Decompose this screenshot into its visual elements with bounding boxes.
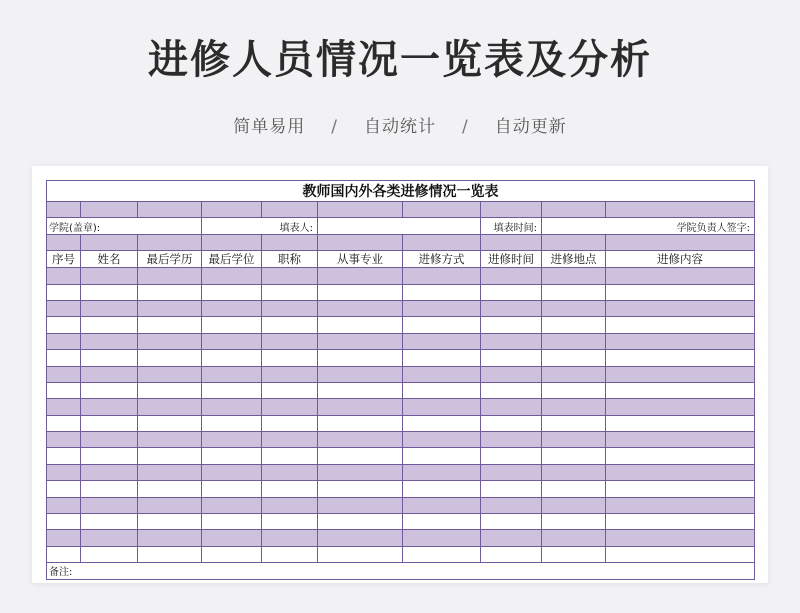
table-row [47, 432, 755, 448]
table-cell[interactable] [403, 202, 481, 218]
table-row [47, 514, 755, 530]
table-cell[interactable] [262, 382, 318, 398]
table-cell[interactable] [606, 300, 755, 316]
table-cell[interactable] [81, 300, 138, 316]
table-cell[interactable] [542, 300, 606, 316]
table-cell[interactable] [138, 546, 202, 562]
table-cell[interactable] [542, 399, 606, 415]
table-cell[interactable] [262, 202, 318, 218]
table-cell[interactable] [318, 530, 403, 546]
training-table [46, 180, 755, 580]
table-cell[interactable] [542, 268, 606, 284]
table-cell[interactable] [262, 399, 318, 415]
table-cell[interactable] [542, 333, 606, 349]
table-cell[interactable] [481, 202, 542, 218]
table-cell[interactable] [202, 481, 262, 497]
column-header-location[interactable]: 进修地点 [542, 251, 606, 268]
table-cell[interactable] [202, 366, 262, 382]
column-header-row [47, 251, 755, 268]
table-cell[interactable] [318, 366, 403, 382]
table-cell[interactable] [81, 497, 138, 513]
table-cell[interactable] [138, 514, 202, 530]
table-cell[interactable] [403, 530, 481, 546]
college-stamp-cell[interactable] [47, 218, 202, 234]
table-cell[interactable] [81, 350, 138, 366]
table-cell[interactable] [403, 284, 481, 300]
table-cell[interactable] [318, 481, 403, 497]
table-cell[interactable] [138, 399, 202, 415]
column-header-title[interactable]: 职称 [262, 251, 318, 268]
table-cell[interactable] [606, 432, 755, 448]
table-cell[interactable] [403, 333, 481, 349]
feature-auto-update: 自动更新 [494, 117, 567, 137]
table-cell[interactable] [262, 268, 318, 284]
table-cell[interactable] [138, 497, 202, 513]
principal-sign-cell[interactable] [542, 218, 755, 234]
filler-cell[interactable] [202, 218, 318, 234]
table-cell[interactable] [202, 317, 262, 333]
table-cell[interactable] [542, 350, 606, 366]
table-cell[interactable] [202, 497, 262, 513]
table-cell[interactable] [542, 481, 606, 497]
table-cell[interactable] [606, 366, 755, 382]
table-cell[interactable] [403, 415, 481, 431]
table-cell[interactable] [262, 350, 318, 366]
fill-time-label: 填表时间: [493, 222, 537, 234]
table-cell[interactable] [481, 415, 542, 431]
college-stamp-label: 学院(盖章): [49, 222, 101, 234]
table-cell[interactable] [606, 514, 755, 530]
table-cell[interactable] [403, 497, 481, 513]
table-cell[interactable] [262, 481, 318, 497]
table-cell[interactable] [481, 514, 542, 530]
table-cell[interactable] [138, 300, 202, 316]
table-cell[interactable] [47, 317, 81, 333]
table-cell[interactable] [542, 432, 606, 448]
fill-time-label-cell[interactable] [481, 218, 542, 234]
table-cell[interactable] [138, 317, 202, 333]
table-cell[interactable] [47, 268, 81, 284]
table-cell[interactable] [81, 202, 138, 218]
table-cell[interactable] [262, 514, 318, 530]
table-cell[interactable] [81, 268, 138, 284]
table-row [47, 268, 755, 284]
table-cell[interactable] [318, 268, 403, 284]
table-cell[interactable] [606, 350, 755, 366]
column-header-content[interactable]: 进修内容 [606, 251, 755, 268]
table-cell[interactable] [202, 300, 262, 316]
table-cell[interactable] [81, 382, 138, 398]
feature-separator: / [462, 117, 469, 137]
table-cell[interactable] [318, 317, 403, 333]
table-cell[interactable] [81, 448, 138, 464]
table-row [47, 415, 755, 431]
table-cell[interactable] [403, 350, 481, 366]
table-cell[interactable] [262, 284, 318, 300]
table-cell[interactable] [81, 366, 138, 382]
table-cell[interactable] [202, 268, 262, 284]
table-cell[interactable] [481, 317, 542, 333]
table-cell[interactable] [262, 317, 318, 333]
table-cell[interactable] [606, 415, 755, 431]
table-cell[interactable] [403, 268, 481, 284]
table-cell[interactable] [606, 202, 755, 218]
table-cell[interactable] [138, 432, 202, 448]
table-cell[interactable] [542, 317, 606, 333]
table-cell[interactable] [606, 448, 755, 464]
table-cell[interactable] [47, 382, 81, 398]
table-cell[interactable] [542, 514, 606, 530]
table-cell[interactable] [202, 432, 262, 448]
table-cell[interactable] [318, 497, 403, 513]
table-cell[interactable] [262, 300, 318, 316]
column-header-name[interactable]: 姓名 [81, 251, 138, 268]
table-cell[interactable] [138, 530, 202, 546]
table-cell[interactable] [138, 464, 202, 480]
table-row [47, 382, 755, 398]
table-cell[interactable] [606, 481, 755, 497]
table-cell[interactable] [542, 202, 606, 218]
table-cell[interactable] [47, 333, 81, 349]
table-cell[interactable] [606, 284, 755, 300]
table-cell[interactable] [47, 497, 81, 513]
table-cell[interactable] [47, 300, 81, 316]
table-row [47, 530, 755, 546]
table-cell[interactable] [81, 481, 138, 497]
fill-time-cell[interactable] [318, 218, 481, 234]
table-cell[interactable] [47, 530, 81, 546]
table-cell[interactable] [318, 448, 403, 464]
table-cell[interactable] [47, 366, 81, 382]
table-cell[interactable] [481, 300, 542, 316]
table-cell[interactable] [81, 530, 138, 546]
table-cell[interactable] [606, 464, 755, 480]
table-cell[interactable] [81, 399, 138, 415]
table-cell[interactable] [81, 317, 138, 333]
table-row [47, 284, 755, 300]
table-cell[interactable] [47, 415, 81, 431]
table-cell[interactable] [481, 432, 542, 448]
table-cell[interactable] [81, 333, 138, 349]
table-cell[interactable] [202, 284, 262, 300]
table-cell[interactable] [138, 382, 202, 398]
table-cell[interactable] [138, 415, 202, 431]
table-cell[interactable] [202, 530, 262, 546]
table-cell[interactable] [481, 530, 542, 546]
table-cell[interactable] [202, 546, 262, 562]
table-cell[interactable] [481, 382, 542, 398]
table-cell[interactable] [542, 464, 606, 480]
table-cell[interactable] [481, 546, 542, 562]
table-cell[interactable] [318, 350, 403, 366]
table-cell[interactable] [202, 350, 262, 366]
table-cell[interactable] [542, 382, 606, 398]
feature-auto-stats: 自动统计 [364, 117, 436, 137]
table-row [47, 300, 755, 316]
table-cell[interactable] [138, 366, 202, 382]
table-cell[interactable] [403, 317, 481, 333]
page-title: 进修人员情况一览表及分析 [148, 37, 652, 83]
table-cell[interactable] [481, 284, 542, 300]
table-cell[interactable] [542, 415, 606, 431]
table-cell[interactable] [318, 432, 403, 448]
table-cell[interactable] [138, 284, 202, 300]
table-cell[interactable] [542, 546, 606, 562]
table-cell[interactable] [481, 497, 542, 513]
table-cell[interactable] [262, 497, 318, 513]
filler-label: 填表人: [279, 222, 313, 234]
table-cell[interactable] [81, 234, 138, 250]
table-cell[interactable] [481, 399, 542, 415]
column-header-major[interactable]: 从事专业 [318, 251, 403, 268]
table-row [47, 448, 755, 464]
table-row [47, 481, 755, 497]
table-cell[interactable] [542, 284, 606, 300]
table-cell[interactable] [318, 202, 403, 218]
table-cell[interactable] [47, 464, 81, 480]
table-cell[interactable] [318, 399, 403, 415]
table-cell[interactable] [403, 432, 481, 448]
table-cell[interactable] [318, 234, 403, 250]
principal-sign-label: 学院负责人签字: [676, 222, 750, 234]
table-row [47, 546, 755, 562]
table-row [47, 333, 755, 349]
table-cell[interactable] [138, 333, 202, 349]
table-cell[interactable] [138, 350, 202, 366]
table-cell[interactable] [318, 546, 403, 562]
spreadsheet-preview [32, 166, 768, 583]
table-cell[interactable] [262, 415, 318, 431]
table-cell[interactable] [138, 202, 202, 218]
table-cell[interactable] [262, 530, 318, 546]
table-cell[interactable] [81, 514, 138, 530]
table-cell[interactable] [138, 234, 202, 250]
table-cell[interactable] [606, 530, 755, 546]
table-cell[interactable] [542, 448, 606, 464]
table-cell[interactable] [481, 481, 542, 497]
table-cell[interactable] [542, 366, 606, 382]
table-cell[interactable] [47, 546, 81, 562]
table-cell[interactable] [202, 415, 262, 431]
table-cell[interactable] [202, 382, 262, 398]
table-cell[interactable] [403, 514, 481, 530]
notes-cell[interactable] [47, 563, 755, 579]
table-cell[interactable] [262, 464, 318, 480]
table-cell[interactable] [542, 234, 606, 250]
table-row [47, 234, 755, 250]
table-cell[interactable] [202, 333, 262, 349]
column-header-method[interactable]: 进修方式 [403, 251, 481, 268]
notes-row [47, 563, 755, 579]
feature-easy: 简单易用 [233, 117, 306, 137]
table-cell[interactable] [262, 448, 318, 464]
table-cell[interactable] [47, 432, 81, 448]
table-cell[interactable] [606, 333, 755, 349]
table-cell[interactable] [318, 333, 403, 349]
table-cell[interactable] [403, 234, 481, 250]
feature-separator: / [331, 117, 338, 137]
table-cell[interactable] [202, 464, 262, 480]
table-row [47, 317, 755, 333]
table-cell[interactable] [81, 546, 138, 562]
table-row [47, 399, 755, 415]
table-cell[interactable] [262, 234, 318, 250]
table-cell[interactable] [318, 382, 403, 398]
column-header-index[interactable]: 序号 [47, 251, 81, 268]
table-row [47, 350, 755, 366]
table-cell[interactable] [47, 514, 81, 530]
table-cell[interactable] [606, 497, 755, 513]
table-cell[interactable] [403, 448, 481, 464]
table-cell[interactable] [138, 268, 202, 284]
table-cell[interactable] [318, 300, 403, 316]
table-cell[interactable] [606, 317, 755, 333]
table-row [47, 202, 755, 218]
table-cell[interactable] [481, 234, 542, 250]
table-cell[interactable] [262, 546, 318, 562]
table-cell[interactable] [403, 399, 481, 415]
table-cell[interactable] [606, 268, 755, 284]
table-cell[interactable] [138, 481, 202, 497]
info-row [47, 218, 755, 234]
column-header-time[interactable]: 进修时间 [481, 251, 542, 268]
table-cell[interactable] [403, 546, 481, 562]
column-header-degree[interactable]: 最后学位 [202, 251, 262, 268]
table-cell[interactable] [262, 366, 318, 382]
table-cell[interactable] [81, 464, 138, 480]
table-cell[interactable] [81, 432, 138, 448]
table-cell[interactable] [403, 464, 481, 480]
table-cell[interactable] [606, 399, 755, 415]
table-row [47, 464, 755, 480]
table-cell[interactable] [481, 464, 542, 480]
table-cell[interactable] [202, 399, 262, 415]
table-row [47, 366, 755, 382]
column-header-education[interactable]: 最后学历 [138, 251, 202, 268]
table-cell[interactable] [47, 399, 81, 415]
table-cell[interactable] [81, 284, 138, 300]
table-cell[interactable] [47, 448, 81, 464]
table-cell[interactable] [481, 268, 542, 284]
table-cell[interactable] [403, 481, 481, 497]
table-cell[interactable] [403, 382, 481, 398]
table-cell[interactable] [403, 366, 481, 382]
table-cell[interactable] [47, 202, 81, 218]
table-cell[interactable] [481, 333, 542, 349]
table-cell[interactable] [262, 432, 318, 448]
table-cell[interactable] [481, 448, 542, 464]
table-cell[interactable] [47, 350, 81, 366]
table-cell[interactable] [318, 464, 403, 480]
table-cell[interactable] [318, 284, 403, 300]
table-cell[interactable] [202, 448, 262, 464]
table-cell[interactable] [481, 350, 542, 366]
table-row [47, 497, 755, 513]
notes-label: 备注: [49, 567, 73, 579]
sheet-title[interactable]: 教师国内外各类进修情况一览表 [47, 181, 755, 202]
table-cell[interactable] [403, 300, 481, 316]
table-cell[interactable] [606, 234, 755, 250]
table-cell[interactable] [318, 415, 403, 431]
table-cell[interactable] [606, 382, 755, 398]
table-cell[interactable] [138, 448, 202, 464]
table-cell[interactable] [202, 514, 262, 530]
table-cell[interactable] [606, 546, 755, 562]
table-cell[interactable] [542, 497, 606, 513]
table-cell[interactable] [542, 530, 606, 546]
table-cell[interactable] [481, 366, 542, 382]
table-cell[interactable] [47, 481, 81, 497]
feature-tagline [0, 112, 800, 137]
table-cell[interactable] [318, 514, 403, 530]
table-cell[interactable] [202, 202, 262, 218]
table-cell[interactable] [202, 234, 262, 250]
table-cell[interactable] [47, 234, 81, 250]
table-cell[interactable] [81, 415, 138, 431]
table-cell[interactable] [262, 333, 318, 349]
table-cell[interactable] [47, 284, 81, 300]
